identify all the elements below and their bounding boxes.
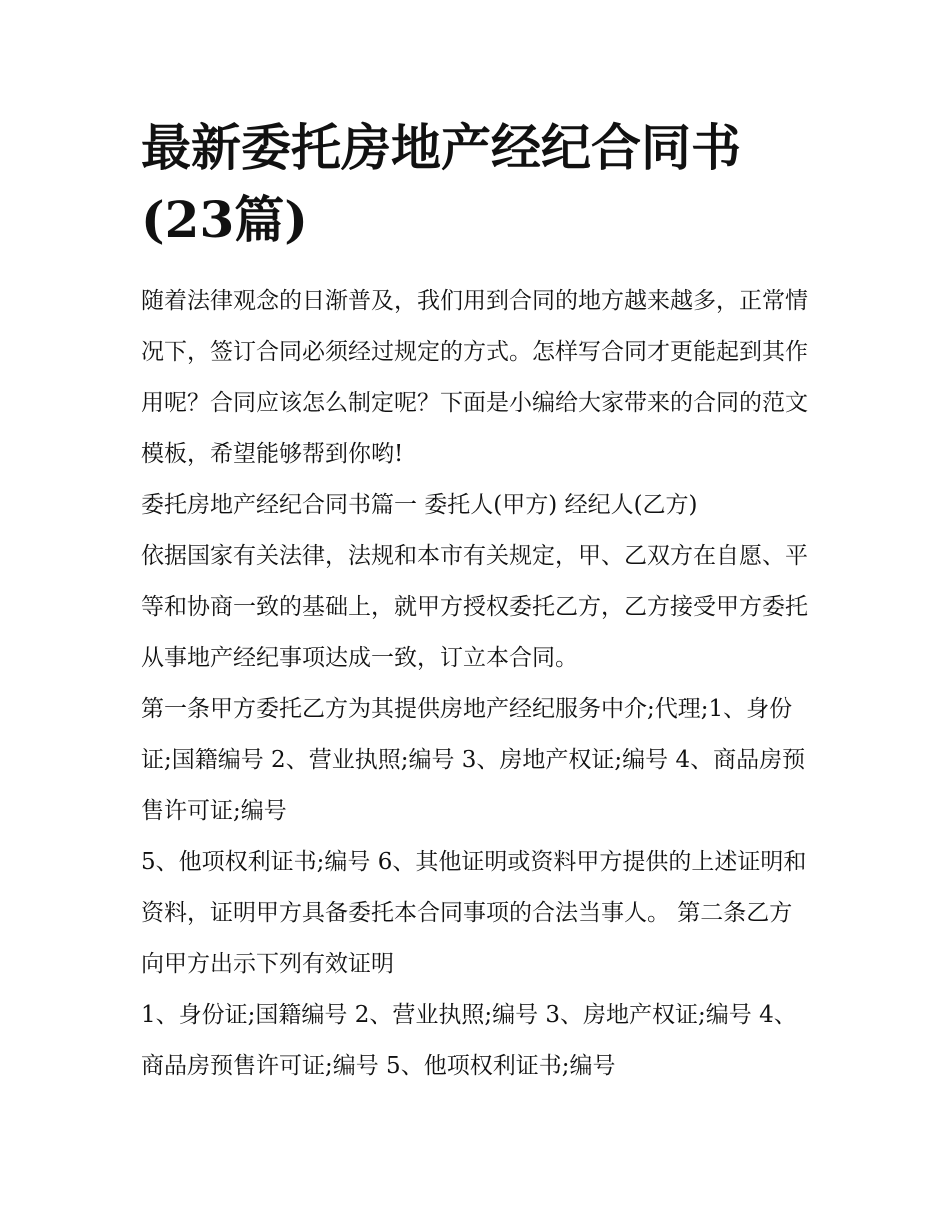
document-title: 最新委托房地产经纪合同书(23篇) (141, 118, 741, 249)
paragraph-article-one: 第一条甲方委托乙方为其提供房地产经纪服务中介;代理;1、身份证;国籍编号 2、营业执照;编号 3、房地产权证;编号 4、商品房预售许可证;编号 (141, 696, 806, 824)
document-body (141, 112, 813, 1092)
paragraph-article-one-continued: 5、他项权利证书;编号 6、其他证明或资料甲方提供的上述证明和资料，证明甲方具备委托本合同事项的合法当事人。 第二条乙方向甲方出示下列有效证明 (141, 849, 807, 977)
paragraph-article-two-list: 1、身份证;国籍编号 2、营业执照;编号 3、房地产权证;编号 4、商品房预售许可证;编号 5、他项权利证书;编号 (141, 1002, 797, 1079)
paragraph-intro: 随着法律观念的日渐普及，我们用到合同的地方越来越多，正常情况下，签订合同必须经过规定的方式。怎样写合同才更能起到其作用呢？合同应该怎么制定呢？下面是小编给大家带来的合同的范文模板，希望能够帮到你哟! (141, 288, 808, 467)
paragraph-contract-heading: 委托房地产经纪合同书篇一 委托人(甲方) 经纪人(乙方) (141, 492, 698, 518)
paragraph-basis: 依据国家有关法律，法规和本市有关规定，甲、乙双方在自愿、平等和协商一致的基础上，就甲方授权委托乙方，乙方接受甲方委托从事地产经纪事项达成一致，订立本合同。 (141, 543, 808, 671)
